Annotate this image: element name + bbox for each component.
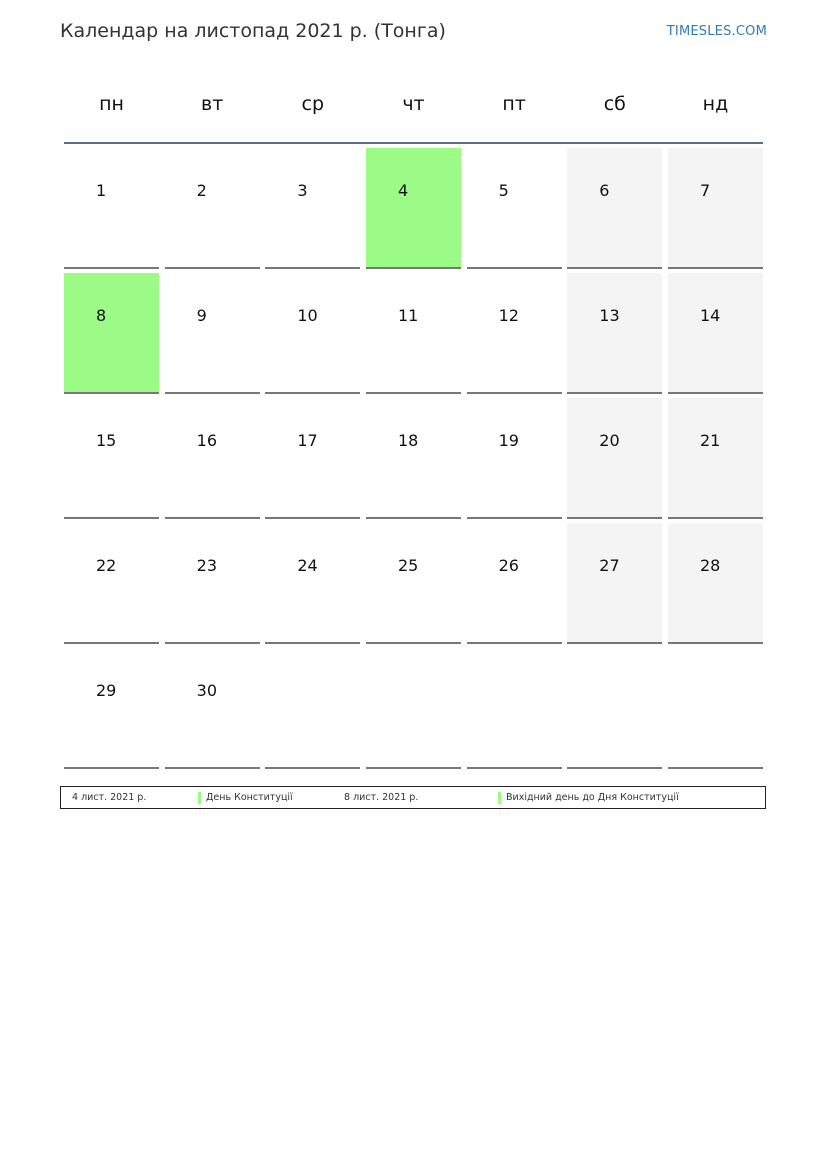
day-number: 10 [297, 306, 318, 325]
day-cell [366, 398, 461, 519]
day-number: 12 [498, 306, 519, 325]
day-cell [165, 523, 260, 644]
holiday-color-marker [198, 792, 201, 804]
empty-day-cell [567, 648, 662, 769]
day-number: 30 [196, 681, 218, 700]
day-number: 14 [699, 306, 721, 325]
page-title: Календар на листопад 2021 р. (Тонга) [60, 20, 446, 42]
day-cell [265, 273, 360, 394]
weekday-thursday: чт [402, 93, 425, 115]
day-number: 3 [297, 181, 308, 200]
legend-date: 4 лист. 2021 р. [72, 792, 147, 803]
empty-day-cell [668, 648, 763, 769]
day-cell [366, 273, 461, 394]
day-cell [567, 523, 662, 644]
day-cell [668, 273, 763, 394]
day-cell [668, 398, 763, 519]
day-number: 2 [196, 181, 207, 200]
day-number: 26 [498, 556, 519, 575]
day-cell [265, 398, 360, 519]
day-number: 15 [96, 431, 117, 450]
day-cell [668, 523, 763, 644]
day-cell [64, 273, 159, 394]
day-number: 13 [599, 306, 620, 325]
day-number: 27 [599, 556, 620, 575]
weekday-sunday: нд [702, 93, 729, 115]
day-number: 20 [599, 431, 620, 450]
day-number: 24 [297, 556, 318, 575]
weekday-wednesday: ср [301, 93, 325, 115]
day-cell [567, 273, 662, 394]
day-number: 22 [96, 556, 117, 575]
day-number: 4 [397, 181, 409, 200]
brand-link[interactable]: TIMESLES.COM [666, 24, 767, 39]
day-cell [467, 398, 562, 519]
calendar [64, 66, 763, 769]
day-number: 19 [498, 431, 519, 450]
empty-day-cell [467, 648, 562, 769]
day-number: 29 [96, 681, 117, 700]
day-number: 17 [297, 431, 318, 450]
day-cell [668, 148, 763, 269]
day-cell [467, 523, 562, 644]
weekday-header-row [64, 66, 763, 144]
weekday-friday: пт [502, 93, 526, 115]
day-cell [567, 148, 662, 269]
day-cell [64, 398, 159, 519]
day-number: 9 [196, 306, 207, 325]
day-cell [467, 148, 562, 269]
day-number: 1 [96, 181, 107, 200]
empty-day-cell [265, 648, 360, 769]
day-cell [165, 148, 260, 269]
weekday-tuesday: вт [201, 93, 224, 115]
day-cell [366, 523, 461, 644]
day-number: 11 [397, 306, 419, 325]
day-cell [165, 273, 260, 394]
day-number: 7 [699, 181, 711, 200]
day-number: 25 [397, 556, 419, 575]
day-cell [467, 273, 562, 394]
day-cell [366, 148, 461, 269]
day-cell [64, 523, 159, 644]
day-grid [64, 148, 763, 769]
day-number: 6 [599, 181, 610, 200]
legend-holiday-name: День Конституції [206, 792, 293, 803]
day-cell [165, 398, 260, 519]
empty-day-cell [366, 648, 461, 769]
day-cell [265, 523, 360, 644]
day-cell [64, 648, 159, 769]
day-number: 18 [397, 431, 419, 450]
weekday-saturday: сб [603, 93, 626, 115]
day-number: 8 [96, 306, 107, 325]
holiday-color-marker [498, 792, 501, 804]
day-number: 23 [196, 556, 218, 575]
day-number: 28 [699, 556, 721, 575]
day-number: 5 [498, 181, 509, 200]
weekday-monday: пн [99, 93, 124, 115]
legend-holiday-name: Вихідний день до Дня Конституції [506, 792, 679, 803]
day-cell [165, 648, 260, 769]
day-cell [64, 148, 159, 269]
day-number: 21 [699, 431, 721, 450]
day-cell [567, 398, 662, 519]
day-cell [265, 148, 360, 269]
day-number: 16 [196, 431, 218, 450]
legend-date: 8 лист. 2021 р. [344, 792, 419, 803]
holiday-legend [60, 786, 766, 809]
